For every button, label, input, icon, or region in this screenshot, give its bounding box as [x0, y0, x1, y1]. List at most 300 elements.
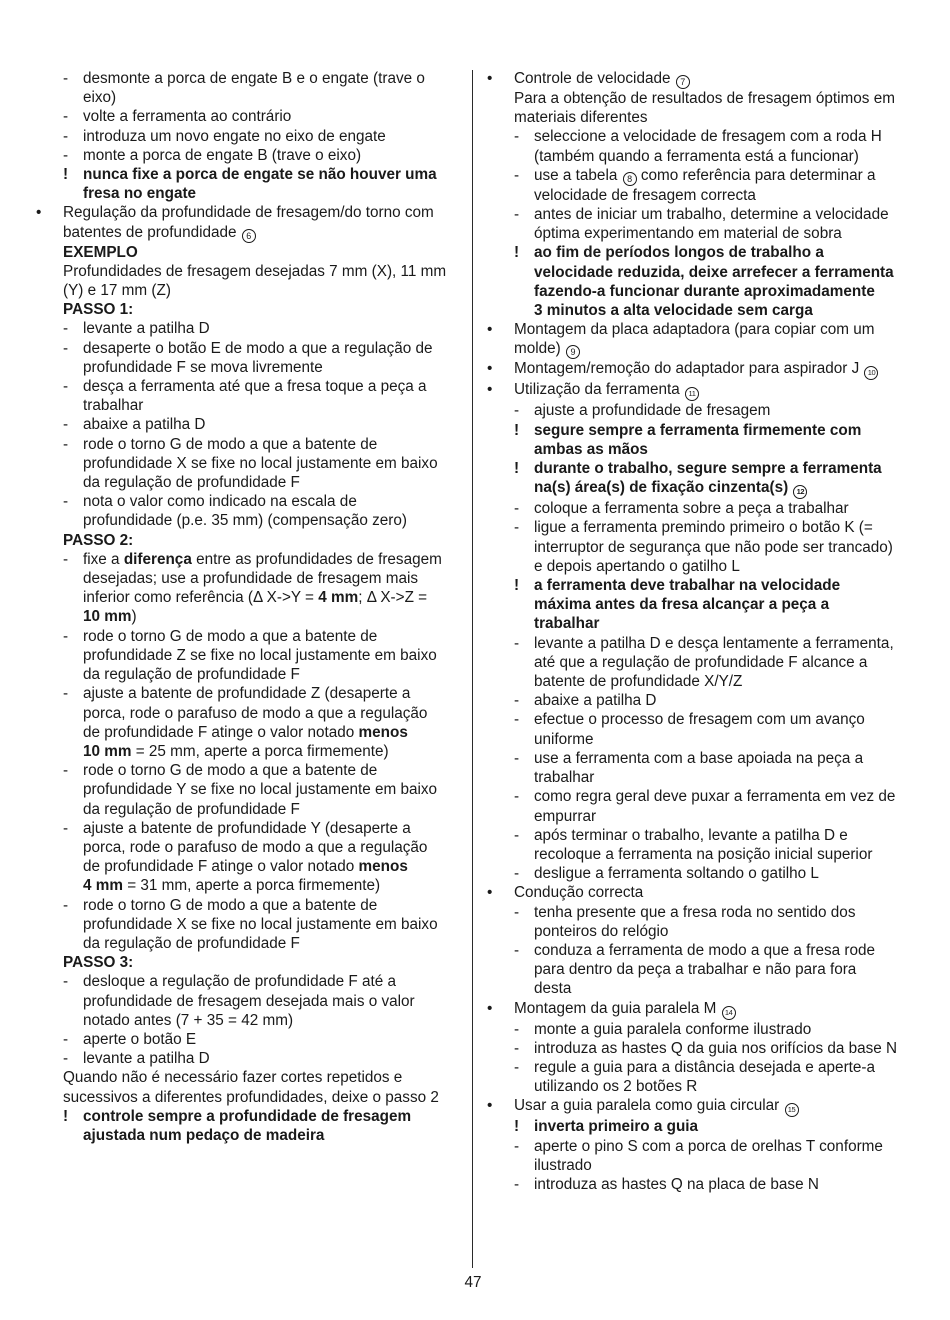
dash-marker: - — [63, 416, 69, 434]
continuation-line — [487, 807, 911, 826]
dash-item — [36, 761, 464, 780]
line-text — [63, 532, 133, 549]
line-text — [534, 479, 807, 496]
continuation-line — [487, 922, 911, 941]
line-text — [63, 204, 434, 221]
text-segment: coloque a ferramenta sobre a peça a trabalhar — [534, 500, 849, 518]
line-text — [534, 402, 770, 419]
dash-item — [487, 166, 911, 186]
text-segment: antes de iniciar um trabalho, determine a velocidade — [534, 206, 889, 224]
dash-item — [487, 710, 911, 729]
dash-item — [487, 1137, 911, 1156]
continuation-line — [36, 396, 464, 415]
text-segment: levante a patilha D — [83, 1050, 210, 1068]
text-segment: durante o trabalho, segure sempre a ferramenta — [534, 460, 882, 478]
line-text — [63, 301, 133, 318]
dash-marker: - — [63, 70, 69, 87]
continuation-line — [36, 857, 464, 876]
warning-continuation — [487, 440, 911, 459]
bullet-marker: • — [487, 884, 493, 902]
line-text — [534, 673, 742, 690]
dash-marker: - — [63, 819, 69, 837]
text-segment: utilizando os 2 botões R — [534, 1078, 698, 1096]
text-segment: sucessivos a diferentes profundidades, deixe o passo 2 — [63, 1088, 439, 1106]
line-text — [83, 628, 377, 645]
dash-item — [36, 319, 464, 338]
line-text — [83, 1127, 324, 1144]
dash-marker: - — [63, 435, 69, 453]
text-segment: segure sempre a ferramenta firmemente com — [534, 421, 862, 439]
figure-ref-icon: 6 — [242, 229, 256, 243]
text-segment: Quando não é necessário fazer cortes repetidos e — [63, 1069, 403, 1087]
text-segment: como referência para determinar a — [636, 166, 876, 184]
continuation-line — [36, 704, 464, 723]
bullet-marker: • — [487, 360, 493, 378]
line-text — [514, 1000, 736, 1017]
warning-continuation — [487, 478, 911, 499]
dash-item — [36, 550, 464, 569]
bullet-marker: • — [487, 999, 493, 1017]
figure-ref-icon: 12 — [793, 485, 807, 499]
text-segment: batente de profundidade X/Y/Z — [534, 673, 743, 691]
dash-item — [487, 518, 911, 537]
dash-item — [36, 127, 464, 146]
dash-marker: - — [63, 146, 69, 164]
line-text — [83, 647, 437, 664]
continuation-line — [36, 454, 464, 473]
text-segment: introduza um novo engate no eixo de engate — [83, 127, 386, 145]
dash-marker: - — [514, 166, 520, 184]
bold-text: menos — [358, 858, 408, 876]
line-text — [534, 942, 875, 959]
line-text — [83, 320, 210, 337]
line-text — [83, 512, 407, 529]
warning-continuation — [36, 1126, 464, 1145]
line-text — [63, 954, 133, 971]
warning-item — [487, 1117, 911, 1136]
dash-marker: - — [63, 627, 69, 645]
line-text — [534, 692, 656, 709]
dash-item — [487, 127, 911, 146]
dash-item — [36, 684, 464, 703]
warning-marker: ! — [63, 166, 69, 184]
text-segment: desejadas; use a profundidade de fresagem mais — [83, 570, 419, 588]
continuation-line — [36, 780, 464, 799]
dash-item — [36, 415, 464, 434]
line-text — [83, 897, 377, 914]
text-segment: = 25 mm, aperte a porca firmemente) — [131, 742, 389, 760]
text-segment: ajuste a batente de profundidade Z (desaperte a — [83, 685, 411, 703]
continuation-line — [487, 538, 911, 557]
text-segment: após terminar o trabalho, levante a patilha D e — [534, 826, 848, 844]
line-text — [534, 460, 882, 477]
line-text — [83, 858, 408, 875]
continuation-line — [487, 730, 911, 749]
line-text — [83, 474, 300, 491]
text-segment: profundidade F se mova livremente — [83, 358, 323, 376]
text-segment: de profundidade F atinge o valor notado — [83, 858, 359, 876]
text-segment: profundidade Y se fixe no local justamente em baixo — [83, 781, 438, 799]
bold-text: 10 mm — [83, 742, 132, 760]
text-segment: molde) — [514, 340, 561, 358]
line-text — [83, 589, 427, 606]
continuation-line — [487, 1077, 911, 1096]
text-segment: rode o torno G de modo a que a batente de — [83, 896, 378, 914]
text-segment: da regulação de profundidade F — [83, 934, 300, 952]
continuation-line — [36, 838, 464, 857]
dash-item — [36, 69, 464, 88]
text-segment: para dentro da peça a trabalhar e não para fora — [534, 961, 857, 979]
dash-marker: - — [63, 1050, 69, 1068]
text-segment: levante a patilha D — [83, 320, 210, 338]
bold-text: menos — [358, 723, 408, 741]
dash-item — [36, 896, 464, 915]
line-text — [534, 167, 876, 184]
text-segment: materiais diferentes — [514, 109, 648, 127]
line-text — [83, 185, 196, 202]
continuation-line — [36, 646, 464, 665]
warning-item — [487, 459, 911, 478]
dash-item — [487, 787, 911, 806]
dash-item — [36, 972, 464, 991]
line-text — [83, 397, 143, 414]
dash-item — [36, 339, 464, 358]
line-text — [534, 1138, 883, 1155]
dash-item — [487, 691, 911, 710]
text-segment: porca, rode o parafuso de modo a que a regulação — [83, 704, 428, 722]
text-segment: óptima experimentando em material de sobra — [534, 225, 842, 243]
text-segment: entre as profundidades de fresagem — [191, 550, 442, 568]
text-segment: rode o torno G de modo a que a batente de — [83, 435, 378, 453]
text-segment: inferior como referência (Δ X->Y = — [83, 589, 319, 607]
text-segment: abaixe a patilha D — [83, 416, 206, 434]
text-segment: introduza as hastes Q da guia nos orifícios da base N — [534, 1039, 898, 1057]
text-segment: na(s) área(s) de fixação cinzenta(s) — [534, 479, 789, 497]
text-segment: interruptor de segurança que não pode ser trancado) — [534, 538, 893, 556]
line-text — [534, 904, 855, 921]
line-text — [83, 455, 438, 472]
warning-item — [487, 243, 911, 262]
warning-continuation — [487, 301, 911, 320]
text-segment: a ferramenta deve trabalhar na velocidade — [534, 577, 841, 595]
dash-item — [36, 146, 464, 165]
text-segment: Condução correcta — [514, 884, 644, 902]
dash-item — [487, 1020, 911, 1039]
line-text — [83, 608, 137, 625]
text-segment: tenha presente que a fresa roda no sentido dos — [534, 903, 856, 921]
line-text — [514, 884, 643, 901]
text-segment: levante a patilha D e desça lentamente a ferramenta, — [534, 634, 894, 652]
dash-item — [36, 377, 464, 396]
line-text — [83, 973, 396, 990]
dash-item — [487, 903, 911, 922]
line-text — [534, 750, 863, 767]
figure-ref-icon: 9 — [566, 345, 580, 359]
bullet-marker: • — [487, 1097, 493, 1115]
text-segment: inverta primeiro a guia — [534, 1118, 699, 1136]
text-segment: EXEMPLO — [63, 243, 138, 261]
warning-marker: ! — [514, 421, 520, 439]
text-segment: Usar a guia paralela como guia circular — [514, 1097, 780, 1115]
text-segment: da regulação de profundidade F — [83, 666, 300, 684]
line-text — [534, 1021, 811, 1038]
line-text — [63, 244, 138, 261]
continuation-line — [487, 186, 911, 205]
continuation-line — [487, 1156, 911, 1175]
bullet-marker: • — [487, 70, 493, 87]
dash-marker: - — [63, 108, 69, 126]
dash-marker: - — [514, 634, 520, 652]
text-segment: Montagem/remoção do adaptador para aspirador J — [514, 360, 860, 378]
dash-marker: - — [514, 1137, 520, 1155]
text-segment: como regra geral deve puxar a ferramenta em vez de — [534, 788, 896, 806]
dash-item — [36, 435, 464, 454]
line-text — [83, 762, 377, 779]
text-segment: batentes de profundidade — [63, 223, 237, 241]
line-text — [83, 1012, 293, 1029]
line-text — [534, 500, 849, 517]
text-segment: PASSO 2: — [63, 531, 134, 549]
page-number: 47 — [464, 1274, 482, 1291]
line-text — [534, 264, 894, 281]
text-segment: velocidade reduzida, deixe arrefecer a ferramenta — [534, 263, 894, 281]
continuation-line — [36, 665, 464, 684]
text-segment: desligue a ferramenta soltando o gatilho L — [534, 865, 819, 883]
text-segment: aperte o botão E — [83, 1030, 197, 1048]
warning-item — [36, 165, 464, 184]
line-text — [83, 108, 291, 125]
dash-marker: - — [63, 896, 69, 914]
left-column — [36, 69, 464, 1145]
dash-item — [487, 864, 911, 883]
text-segment: velocidade de fresagem correcta — [534, 186, 756, 204]
text-segment: use a tabela — [534, 166, 622, 184]
dash-marker: - — [514, 519, 520, 537]
figure-ref-icon: 10 — [864, 366, 878, 380]
continuation-line — [36, 742, 464, 761]
continuation-line — [487, 653, 911, 672]
column-divider — [472, 70, 473, 1268]
line-text — [534, 1157, 592, 1174]
dash-item — [487, 1039, 911, 1058]
text-segment: profundidade X se fixe no local justamente em baixo — [83, 454, 438, 472]
line-text — [63, 1069, 402, 1086]
line-text — [83, 801, 300, 818]
bullet-item — [487, 883, 911, 902]
line-text — [63, 224, 256, 241]
bold-heading — [36, 953, 464, 972]
text-line — [487, 89, 911, 108]
warning-continuation — [487, 614, 911, 633]
text-segment: ligue a ferramenta premindo primeiro o botão K (= — [534, 519, 873, 537]
line-text — [83, 993, 415, 1010]
line-text — [83, 916, 438, 933]
bullet-item — [487, 380, 911, 401]
text-segment: ponteiros do relógio — [534, 922, 669, 940]
text-segment: profundidade Z se fixe no local justamente em baixo — [83, 646, 437, 664]
text-segment: aperte o pino S com a porca de orelhas T conforme — [534, 1137, 883, 1155]
line-text — [534, 1059, 875, 1076]
text-segment: ; Δ X->Z = — [358, 589, 428, 607]
line-text — [534, 206, 889, 223]
continuation-line — [36, 934, 464, 953]
dash-item — [36, 492, 464, 511]
text-segment: máxima antes da fresa alcançar a peça a — [534, 596, 830, 614]
line-text — [83, 839, 427, 856]
line-text — [83, 935, 300, 952]
line-text — [83, 359, 323, 376]
line-text — [534, 558, 740, 575]
text-segment: Montagem da placa adaptadora (para copiar com um — [514, 321, 875, 339]
text-segment: até que a regulação de profundidade F alcance a — [534, 653, 868, 671]
text-segment: Utilização da ferramenta — [514, 381, 680, 399]
line-text — [534, 846, 872, 863]
text-segment: regule a guia para a distância desejada e aperte-a — [534, 1058, 876, 1076]
warning-continuation — [487, 263, 911, 282]
line-text — [83, 436, 377, 453]
dash-item — [36, 1030, 464, 1049]
warning-marker: ! — [514, 1118, 520, 1136]
text-segment: monte a porca de engate B (trave o eixo) — [83, 146, 362, 164]
bullet-item — [487, 1096, 911, 1117]
text-segment: 3 minutos a alta velocidade sem carga — [534, 302, 813, 320]
dash-item — [36, 107, 464, 126]
text-segment: notado antes (7 + 35 = 42 mm) — [83, 1011, 294, 1029]
dash-marker: - — [514, 941, 520, 959]
dash-item — [487, 1175, 911, 1194]
dash-marker: - — [63, 493, 69, 511]
bullet-item — [36, 203, 464, 222]
text-segment: abaixe a patilha D — [534, 692, 657, 710]
line-text — [534, 711, 865, 728]
continuation-line — [487, 672, 911, 691]
line-text — [83, 340, 433, 357]
line-text — [63, 1089, 439, 1106]
text-segment: conduza a ferramenta de modo a que a fresa rode — [534, 941, 875, 959]
text-segment: ilustrado — [534, 1156, 592, 1174]
dash-marker: - — [514, 1175, 520, 1193]
line-text — [534, 596, 829, 613]
dash-item — [487, 205, 911, 224]
line-text — [534, 731, 594, 748]
right-column — [487, 69, 911, 1194]
bullet-item — [487, 999, 911, 1020]
dash-marker: - — [63, 1030, 69, 1048]
bold-heading — [36, 300, 464, 319]
line-text — [534, 225, 842, 242]
continuation-line — [487, 960, 911, 979]
line-text — [514, 360, 878, 377]
dash-marker: - — [63, 320, 69, 338]
continuation-line — [487, 768, 911, 787]
warning-item — [487, 576, 911, 595]
line-text — [534, 422, 861, 439]
text-segment: empurrar — [534, 807, 597, 825]
line-text — [514, 340, 580, 357]
dash-marker: - — [514, 1039, 520, 1057]
text-segment: use a ferramenta com a base apoiada na peça a — [534, 749, 864, 767]
continuation-line — [36, 88, 464, 107]
text-segment: desta — [534, 980, 572, 998]
line-text — [83, 378, 427, 395]
bullet-marker: • — [36, 204, 42, 222]
continuation-line — [36, 588, 464, 607]
line-text — [534, 244, 824, 261]
line-text — [83, 705, 427, 722]
dash-marker: - — [514, 826, 520, 844]
bold-text: 4 mm — [83, 877, 123, 895]
dash-marker: - — [63, 550, 69, 568]
warning-continuation — [36, 184, 464, 203]
dash-marker: - — [63, 762, 69, 780]
dash-marker: - — [63, 127, 69, 145]
bullet-item — [487, 320, 911, 339]
text-segment: Profundidades de fresagem desejadas 7 mm (X), 11 mm — [63, 262, 447, 280]
line-text — [83, 1050, 210, 1067]
text-segment: efectue o processo de fresagem com um avanço — [534, 711, 865, 729]
line-text — [534, 769, 594, 786]
line-text — [63, 282, 171, 299]
dash-item — [36, 1049, 464, 1068]
dash-marker: - — [514, 692, 520, 710]
text-segment: e depois apertando o gatilho L — [534, 557, 740, 575]
line-text — [514, 321, 875, 338]
bold-heading — [36, 243, 464, 262]
line-text — [83, 781, 437, 798]
continuation-line — [36, 723, 464, 742]
dash-marker: - — [63, 378, 69, 396]
line-text — [534, 519, 873, 536]
text-segment: ajuste a profundidade de fresagem — [534, 402, 771, 420]
line-text — [534, 1078, 697, 1095]
text-segment: nota o valor como indicado na escala de — [83, 493, 357, 511]
warning-continuation — [487, 282, 911, 301]
line-text — [534, 865, 819, 882]
text-segment: controle sempre a profundidade de fresagem — [83, 1107, 412, 1125]
bold-heading — [36, 531, 464, 550]
text-segment: desça a ferramenta até que a fresa toque a peça a — [83, 378, 427, 396]
continuation-line — [36, 511, 464, 530]
warning-marker: ! — [514, 244, 520, 262]
text-segment: uniforme — [534, 730, 594, 748]
line-text — [534, 302, 813, 319]
dash-item — [487, 1058, 911, 1077]
text-segment: ao fim de períodos longos de trabalho a — [534, 244, 824, 262]
continuation-line — [487, 557, 911, 576]
line-text — [514, 381, 699, 398]
line-text — [83, 666, 300, 683]
continuation-line — [36, 358, 464, 377]
bullet-marker: • — [487, 381, 493, 399]
continuation-line — [36, 569, 464, 588]
dash-item — [487, 941, 911, 960]
line-text — [83, 724, 408, 741]
line-text — [83, 416, 205, 433]
text-line — [36, 1088, 464, 1107]
line-text — [534, 577, 840, 594]
continuation-line — [36, 800, 464, 819]
dash-marker: - — [514, 788, 520, 806]
line-text — [534, 980, 571, 997]
text-line — [487, 108, 911, 127]
text-segment: rode o torno G de modo a que a batente de — [83, 762, 378, 780]
text-segment: trabalhar — [534, 769, 595, 787]
line-text — [534, 1040, 897, 1057]
text-segment: volte a ferramenta ao contrário — [83, 108, 292, 126]
dash-item — [487, 826, 911, 845]
dash-item — [487, 634, 911, 653]
line-text — [534, 654, 867, 671]
